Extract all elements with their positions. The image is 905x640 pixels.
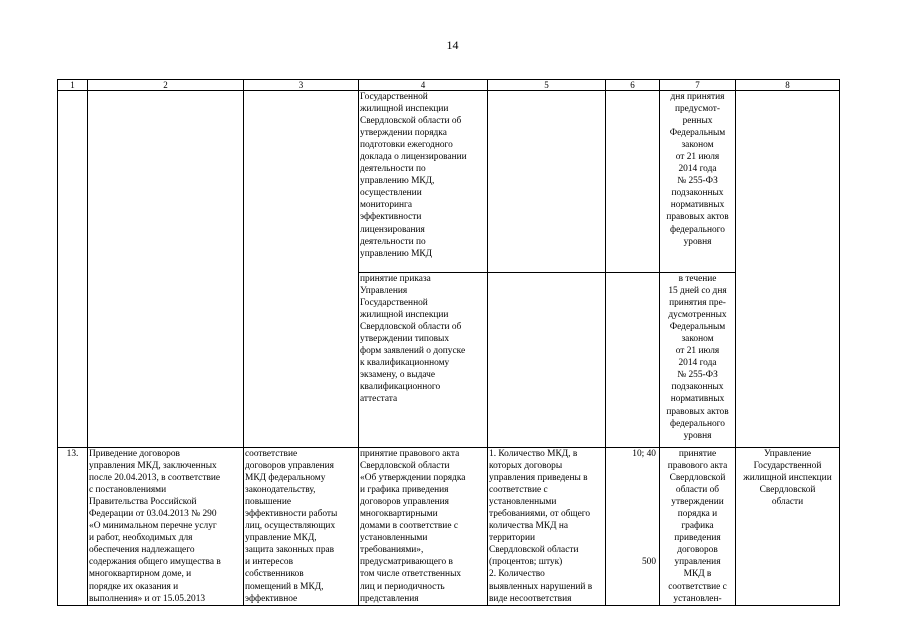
text-line: управления приведены в — [489, 473, 588, 484]
text-line: принятие правового акта — [360, 449, 460, 459]
text-line: приведения — [674, 533, 721, 544]
text-line: количества МКД на — [489, 521, 569, 532]
text-line: в течение — [678, 274, 717, 284]
text-line: эффективности — [360, 212, 422, 223]
row-number: 13. — [58, 448, 88, 606]
text-line: утверждении порядка — [360, 128, 447, 139]
text-line: Управления — [360, 286, 408, 297]
text-line: от 21 июля — [675, 152, 720, 163]
text-line: соответствие — [245, 449, 298, 459]
column-number: 3 — [244, 80, 359, 91]
text-line: принятия пре- — [669, 298, 726, 309]
continued-row-a — [58, 91, 840, 273]
text-line: (процентов; штук) — [489, 557, 563, 568]
text-line: Федеральным — [669, 322, 726, 333]
task-text-cell — [88, 448, 244, 606]
text-line: соответствие с — [668, 581, 727, 592]
text-line: виде несоответствия — [489, 593, 572, 604]
text-line: № 255-ФЗ — [677, 176, 718, 187]
text-line: дня принятия — [670, 92, 725, 102]
table-row-13 — [58, 448, 840, 606]
text-line: № 255-ФЗ — [677, 370, 718, 381]
column-number: 4 — [359, 80, 488, 91]
text-line: доклада о лицензировании — [360, 152, 467, 163]
text-line: законом — [681, 140, 714, 151]
text-line: правовых актов — [666, 212, 729, 223]
text-line: представления — [360, 593, 419, 604]
text-line: подзаконных — [671, 188, 724, 199]
text-line: установленными — [360, 533, 428, 544]
text-line: Свердловской области об — [360, 116, 462, 127]
column-number: 6 — [606, 80, 660, 91]
text-line: уровня — [683, 430, 712, 441]
measure-text-cell — [359, 448, 488, 606]
text-line: жилищной инспекции — [360, 104, 449, 115]
text-line: которых договоры — [489, 461, 563, 472]
text-line: управлению МКД — [360, 248, 433, 259]
text-line: правовых актов — [666, 406, 729, 417]
deadline-text-cell — [660, 273, 736, 448]
text-line: договоров управления — [360, 497, 449, 508]
text-line: жилищной инспекции — [360, 310, 449, 321]
text-line: аттестата — [360, 394, 398, 405]
cell-empty — [244, 91, 359, 448]
text-line: порядке их оказания и — [89, 581, 179, 592]
column-number: 5 — [488, 80, 606, 91]
text-line: многоквартирными — [360, 509, 438, 520]
text-line: утверждении типовых — [360, 334, 450, 345]
text-line: том числе ответственных — [360, 569, 462, 580]
text-line: с постановлениями — [89, 485, 167, 496]
text-line: дусмотренных — [668, 310, 727, 321]
column-number: 2 — [88, 80, 244, 91]
text-line: Свердловской области — [360, 461, 450, 472]
cell-empty — [58, 91, 88, 448]
text-line: 1. Количество МКД, в — [489, 449, 578, 459]
text-line: Правительства Российской — [89, 497, 197, 508]
page-number: 14 — [446, 38, 459, 52]
indicator-value-1: 10; 40 — [632, 449, 656, 459]
text-line: Свердловской области об — [360, 322, 462, 333]
text-line: квалификационного — [360, 382, 441, 393]
measure-text-cell — [359, 91, 488, 273]
text-line: мониторинга — [360, 200, 413, 211]
text-line: установленными — [489, 497, 557, 508]
text-line: федерального — [670, 418, 725, 429]
text-line: законом — [681, 334, 714, 345]
cell-empty — [606, 91, 660, 273]
text-line: жилищной инспекции — [743, 473, 832, 484]
text-line: МКД в — [683, 569, 712, 580]
text-line: ренных — [682, 116, 713, 127]
text-line: и работ, необходимых для — [89, 533, 193, 544]
text-line: многоквартирном доме, и — [89, 569, 192, 580]
text-line: и графика приведения — [360, 485, 449, 496]
text-line: управлению МКД, — [360, 176, 435, 187]
responsible-text-cell — [736, 448, 840, 606]
text-line: предусмот- — [674, 104, 721, 115]
text-line: домами в соответствие с — [360, 521, 458, 532]
cell-empty — [606, 273, 660, 448]
text-line: помещений в МКД, — [245, 581, 324, 592]
deadline-text-cell — [660, 91, 736, 273]
text-line: экзамену, о выдаче — [360, 370, 436, 381]
text-line: лицензирования — [360, 224, 425, 235]
text-line: управления МКД, заключенных — [89, 461, 217, 472]
text-line: после 20.04.2013, в соответствие — [89, 473, 221, 484]
text-line: Управление — [763, 449, 811, 459]
text-line: Свердловской — [759, 485, 816, 496]
text-line: Федерации от 03.04.2013 № 290 — [89, 509, 217, 520]
text-line: Федеральным — [669, 128, 726, 139]
text-line: уровня — [683, 236, 712, 247]
text-line: требованиями», — [360, 545, 424, 556]
text-line: графика — [681, 521, 714, 532]
text-line: подготовки ежегодного — [360, 140, 453, 151]
text-line: форм заявлений о допуске — [360, 346, 466, 357]
text-line: собственников — [245, 569, 304, 580]
text-line: Приведение договоров — [89, 449, 180, 459]
text-line: 15 дней со дня — [668, 286, 727, 297]
text-line: нормативных — [670, 200, 725, 211]
text-line: МКД федеральному — [245, 473, 326, 484]
indicator-text-cell — [488, 448, 606, 606]
goal-text-cell — [244, 448, 359, 606]
text-line: «Об утверждении порядка — [360, 473, 466, 484]
text-line: принятие приказа — [360, 274, 431, 284]
text-line: соответствие с — [489, 485, 548, 496]
text-line: договоров управления — [245, 461, 334, 472]
text-line: деятельности по — [360, 236, 426, 247]
text-line: федерального — [670, 224, 725, 235]
text-line: 2. Количество — [489, 569, 545, 580]
text-line: Государственной — [753, 461, 822, 472]
text-line: предусматривающего в — [360, 557, 453, 568]
text-line: утверждении — [671, 497, 724, 508]
text-line: выполнения» и от 15.05.2013 — [89, 593, 206, 604]
text-line: повышение — [245, 497, 292, 508]
column-number-row — [58, 80, 840, 91]
text-line: и интересов — [245, 557, 294, 568]
measure-text-cell — [359, 273, 488, 448]
column-number: 1 — [58, 80, 88, 91]
text-line: Свердловской области — [489, 545, 579, 556]
text-line: 2014 года — [678, 164, 717, 175]
text-line: управление МКД, — [245, 533, 317, 544]
cell-empty — [488, 273, 606, 448]
text-line: деятельности по — [360, 164, 426, 175]
text-line: Государственной — [360, 298, 428, 309]
text-line: установлен- — [673, 593, 722, 604]
document-table — [57, 79, 840, 606]
text-line: 2014 года — [678, 358, 717, 369]
text-line: защита законных прав — [245, 545, 335, 556]
text-line: обеспечения надлежащего — [89, 545, 195, 556]
indicator-value-2: 500 — [641, 557, 656, 568]
text-line: лиц и периодичность — [360, 581, 445, 592]
indicator-values-cell — [606, 448, 660, 606]
text-line: от 21 июля — [675, 346, 720, 357]
text-line: договоров — [677, 545, 718, 556]
text-line: осуществлении — [360, 188, 422, 199]
text-line: территории — [489, 533, 536, 544]
text-line: нормативных — [670, 394, 725, 405]
cell-empty — [736, 91, 840, 448]
text-line: выявленных нарушений в — [489, 581, 593, 592]
text-line: области об — [675, 485, 720, 496]
text-line: законодательству, — [245, 485, 316, 496]
text-line: Свердловской — [669, 473, 726, 484]
text-line: принятие — [678, 449, 717, 459]
cell-empty — [88, 91, 244, 448]
text-line: лиц, осуществляющих — [245, 521, 336, 532]
text-line: управления — [674, 557, 721, 568]
text-line: к квалификационному — [360, 358, 450, 369]
text-line: требованиями, от общего — [489, 509, 591, 520]
cell-empty — [488, 91, 606, 273]
text-line: «О минимальном перечне услуг — [89, 521, 217, 532]
text-line: Государственной — [360, 92, 428, 102]
column-number: 8 — [736, 80, 840, 91]
text-line: эффективное — [245, 593, 298, 604]
text-line: области — [771, 497, 804, 508]
text-line: правового акта — [667, 461, 728, 472]
deadline-text-cell — [660, 448, 736, 606]
text-line: порядка и — [677, 509, 718, 520]
text-line: эффективности работы — [245, 509, 338, 520]
text-line: подзаконных — [671, 382, 724, 393]
text-line: содержания общего имущества в — [89, 557, 221, 568]
column-number: 7 — [660, 80, 736, 91]
